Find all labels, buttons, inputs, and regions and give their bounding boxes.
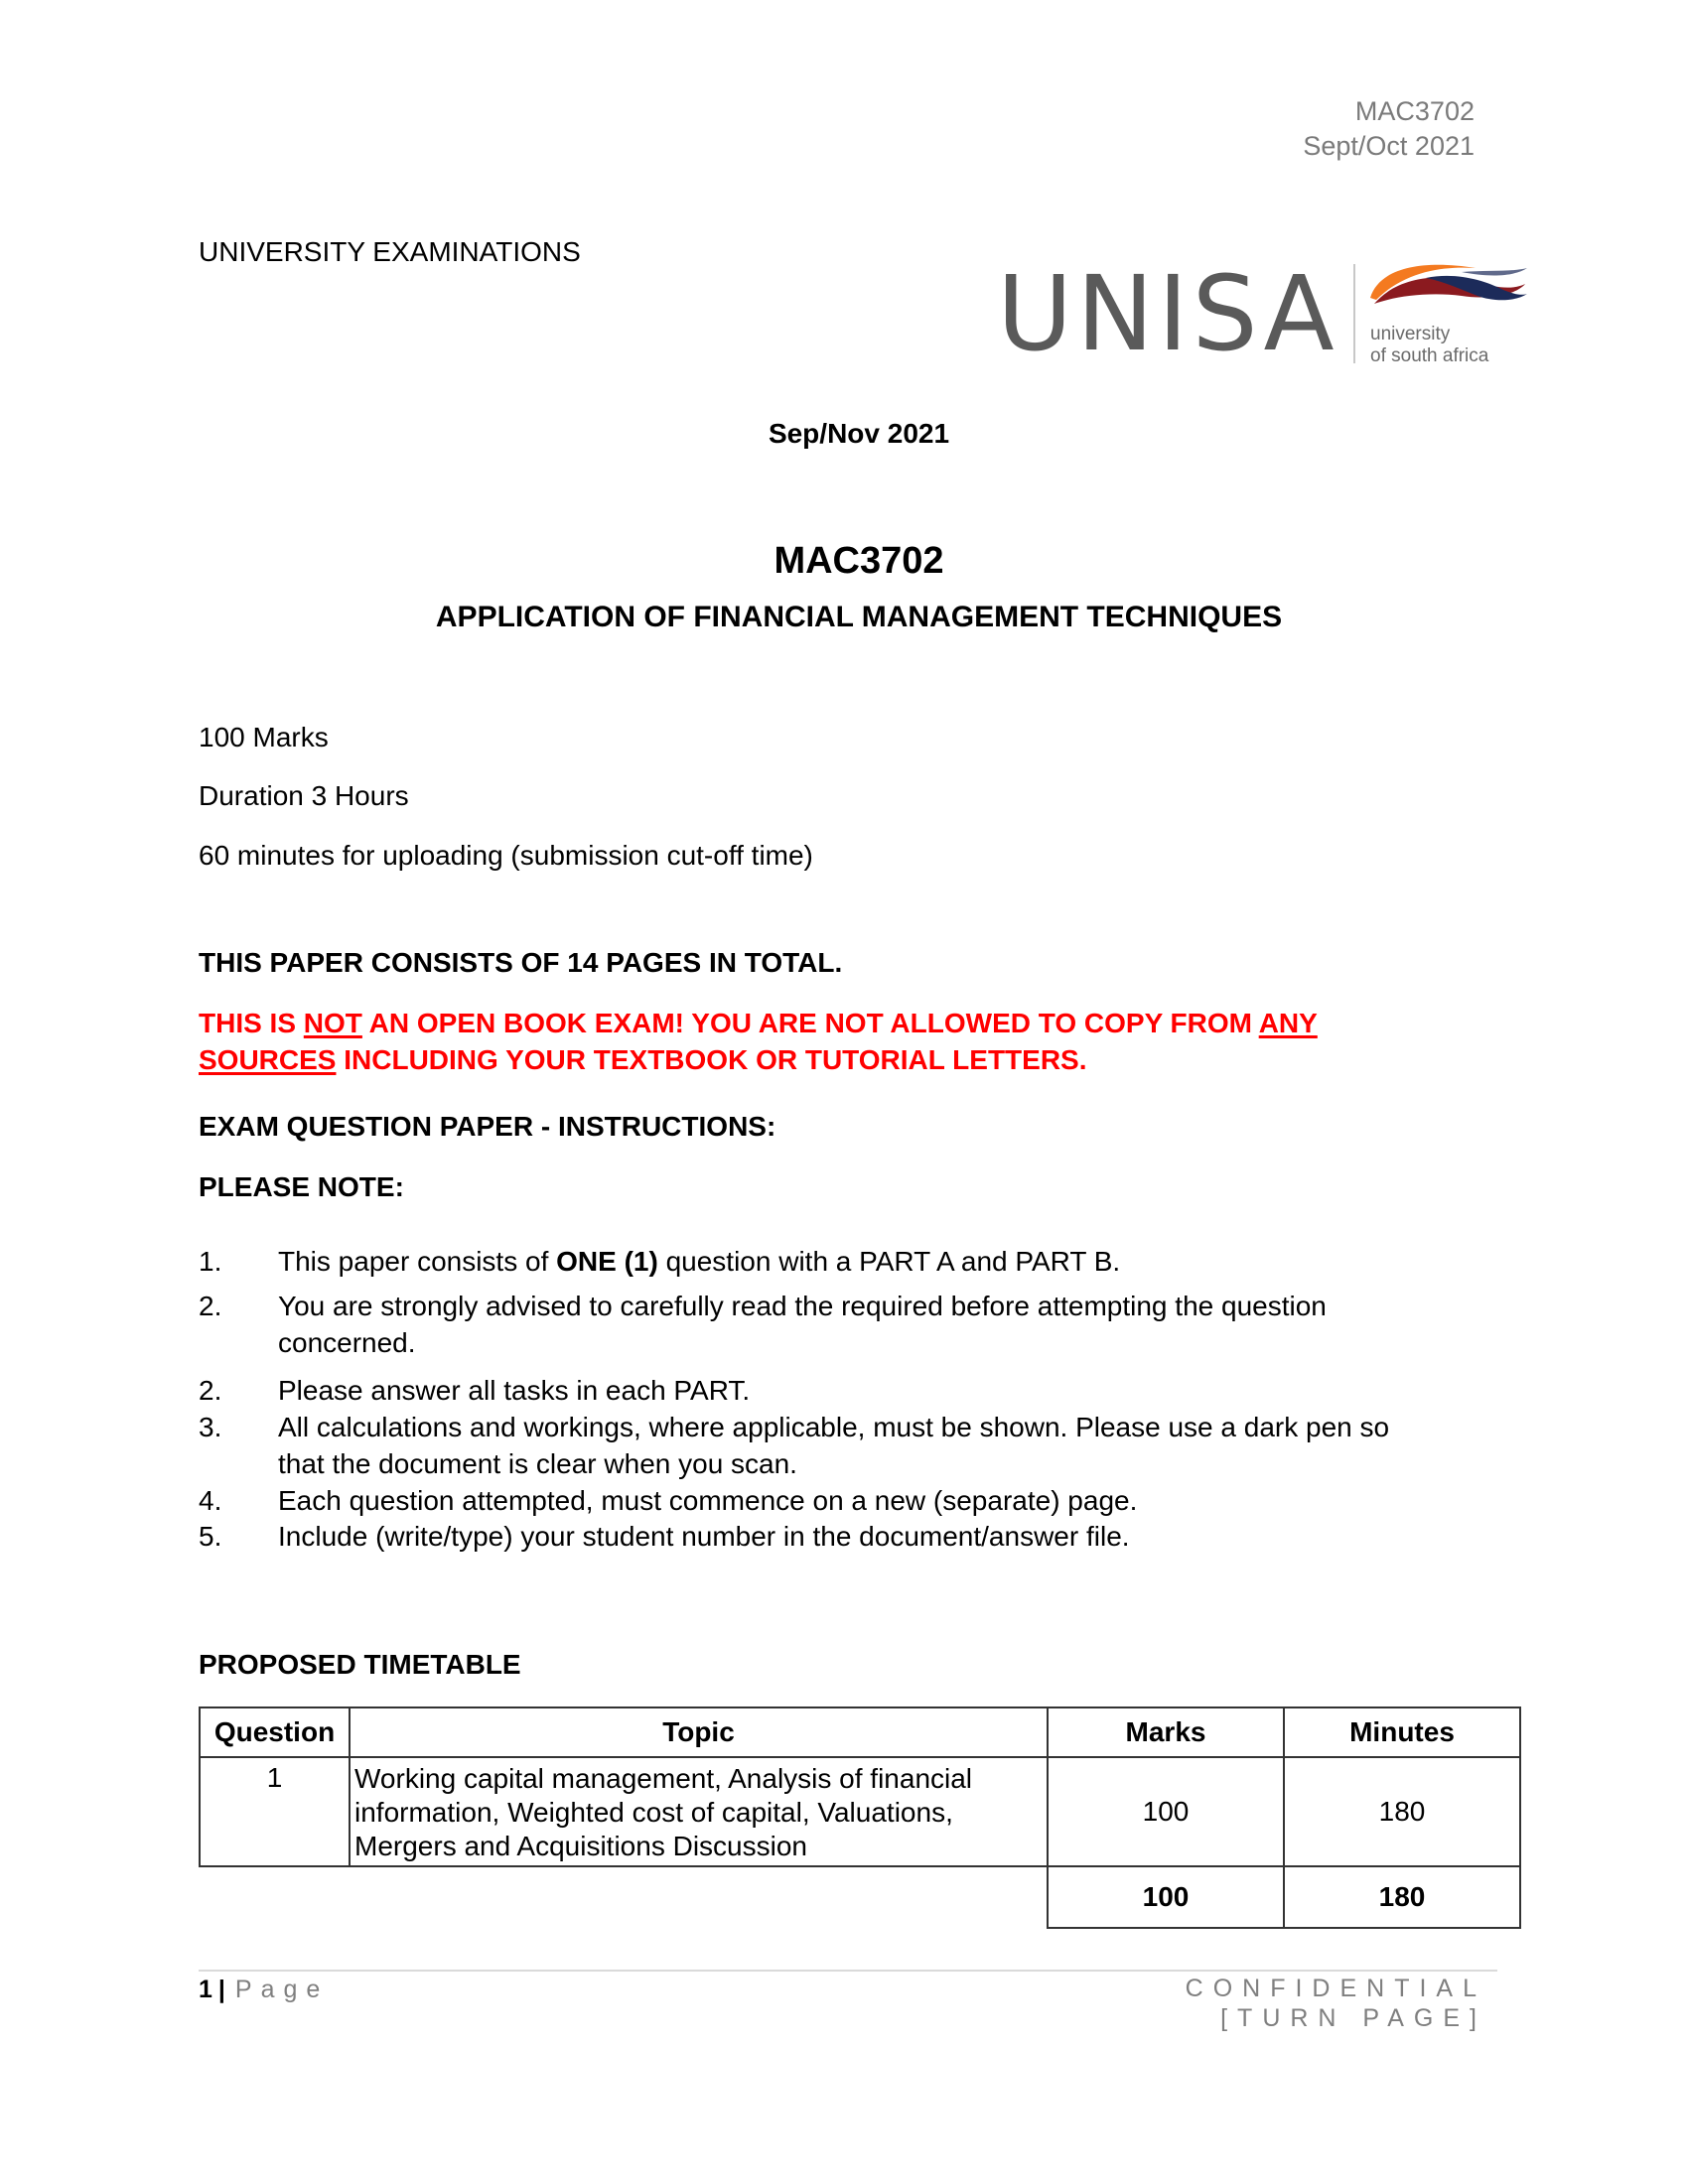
footer-confidential: CONFIDENTIAL bbox=[1185, 1975, 1486, 2002]
topic-line: Working capital management, Analysis of financial bbox=[354, 1763, 973, 1794]
cell-question: 1 bbox=[200, 1757, 350, 1866]
item-text-continued: that the document is clear when you scan. bbox=[278, 1448, 797, 1479]
exam-duration: Duration 3 Hours bbox=[199, 780, 409, 811]
cell-marks: 100 bbox=[1048, 1757, 1284, 1866]
warning-text: THIS IS bbox=[199, 1008, 304, 1038]
flag-icon bbox=[1366, 260, 1527, 310]
header-course-code: MAC3702 bbox=[1354, 96, 1475, 126]
logo-divider bbox=[1353, 264, 1355, 363]
institution-heading: UNIVERSITY EXAMINATIONS bbox=[199, 236, 581, 267]
cell-minutes: 180 bbox=[1284, 1757, 1520, 1866]
unisa-logo bbox=[993, 253, 1529, 374]
column-header-topic: Topic bbox=[350, 1707, 1048, 1757]
module-code: MAC3702 bbox=[774, 540, 944, 582]
table-total-row bbox=[200, 1866, 1520, 1928]
page-label: Page bbox=[234, 1976, 330, 2003]
logo-wordmark: UNISA bbox=[997, 253, 1338, 374]
table-header-row bbox=[200, 1707, 1520, 1757]
item-text-continued: concerned. bbox=[278, 1327, 416, 1358]
column-header-question: Question bbox=[200, 1707, 350, 1757]
item-number: 4. bbox=[199, 1485, 222, 1516]
warning-any-emphasis: ANY bbox=[1258, 1008, 1318, 1038]
page-number: 1 bbox=[199, 1976, 212, 2003]
exam-marks: 100 Marks bbox=[199, 722, 329, 752]
item-text: Include (write/type) your student number in the document/answer file. bbox=[278, 1521, 1130, 1552]
exam-session: Sep/Nov 2021 bbox=[768, 418, 950, 449]
total-spacer bbox=[200, 1866, 1048, 1928]
total-marks: 100 bbox=[1048, 1866, 1284, 1928]
item-text: You are strongly advised to carefully read the required before attempting the question bbox=[278, 1291, 1327, 1321]
logo-tagline-2: of south africa bbox=[1370, 345, 1489, 366]
table-row bbox=[200, 1757, 1520, 1866]
item-number: 3. bbox=[199, 1412, 222, 1442]
item-text: This paper consists of ONE (1) question with a PART A and PART B. bbox=[278, 1246, 1121, 1277]
item-number: 2. bbox=[199, 1375, 222, 1406]
cell-topic bbox=[350, 1757, 1048, 1866]
instructions-heading: EXAM QUESTION PAPER - INSTRUCTIONS: bbox=[199, 1111, 776, 1142]
open-book-warning bbox=[199, 1005, 1318, 1041]
item-number: 2. bbox=[199, 1291, 222, 1321]
footer-divider bbox=[199, 1970, 1497, 1972]
total-minutes: 180 bbox=[1284, 1866, 1520, 1928]
item-text: All calculations and workings, where applicable, must be shown. Please use a dark pen so bbox=[278, 1412, 1390, 1442]
column-header-marks: Marks bbox=[1048, 1707, 1284, 1757]
warning-text: AN OPEN BOOK EXAM! YOU ARE NOT ALLOWED TO COPY FROM bbox=[361, 1008, 1259, 1038]
topic-line: Mergers and Acquisitions Discussion bbox=[354, 1831, 807, 1861]
timetable-table bbox=[199, 1706, 1521, 1929]
page-separator: | bbox=[217, 1976, 225, 2003]
footer-page-number bbox=[199, 1976, 329, 2004]
please-note-heading: PLEASE NOTE: bbox=[199, 1171, 404, 1202]
timetable-heading: PROPOSED TIMETABLE bbox=[199, 1649, 521, 1680]
warning-sources-emphasis: SOURCES bbox=[199, 1044, 337, 1075]
item-number: 1. bbox=[199, 1246, 222, 1277]
header-period: Sept/Oct 2021 bbox=[1303, 131, 1475, 161]
warning-text: INCLUDING YOUR TEXTBOOK OR TUTORIAL LETTERS. bbox=[336, 1044, 1087, 1075]
module-title: APPLICATION OF FINANCIAL MANAGEMENT TECHNIQUES bbox=[435, 601, 1283, 633]
item-text: Each question attempted, must commence on a new (separate) page. bbox=[278, 1485, 1138, 1516]
exam-upload-time: 60 minutes for uploading (submission cut-off time) bbox=[199, 840, 813, 871]
pages-notice: THIS PAPER CONSISTS OF 14 PAGES IN TOTAL. bbox=[199, 947, 843, 978]
open-book-warning-line2 bbox=[199, 1041, 1087, 1078]
item-text: Please answer all tasks in each PART. bbox=[278, 1375, 751, 1406]
column-header-minutes: Minutes bbox=[1284, 1707, 1520, 1757]
logo-tagline-1: university bbox=[1370, 324, 1451, 344]
item-number: 5. bbox=[199, 1521, 222, 1552]
warning-not-emphasis: NOT bbox=[303, 1008, 362, 1038]
footer-turn-page: [TURN PAGE] bbox=[1220, 2004, 1486, 2032]
topic-line: information, Weighted cost of capital, Valuations, bbox=[354, 1797, 953, 1828]
